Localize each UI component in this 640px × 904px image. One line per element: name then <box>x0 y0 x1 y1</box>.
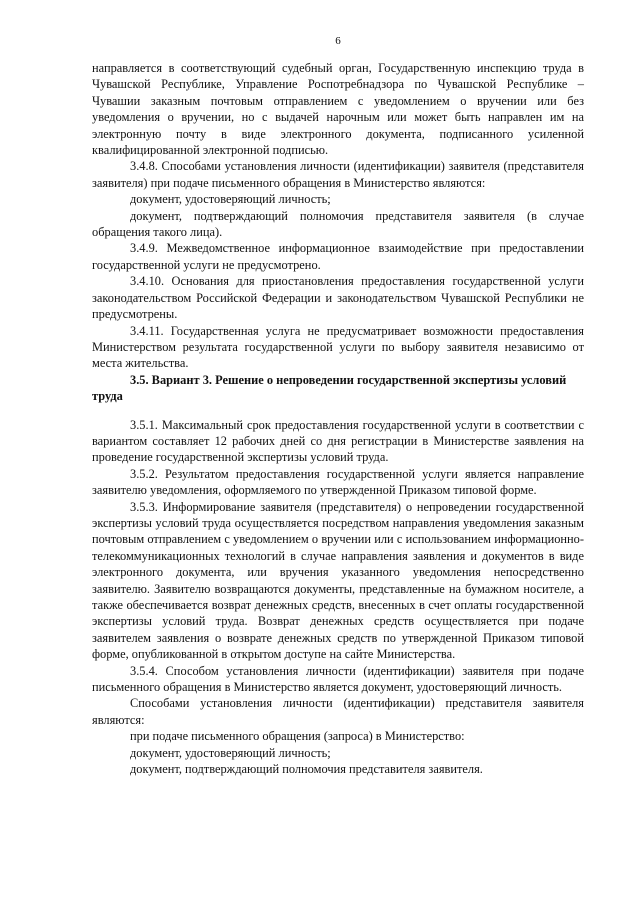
list-item-authority-document: документ, подтверждающий полномочия представителя заявителя (в случае обращения такого лица). <box>92 208 584 240</box>
list-item-identity-document: документ, удостоверяющий личность; <box>130 192 331 207</box>
paragraph-3-5-3: 3.5.3. Информирование заявителя (представителя) о непроведении государственной экспертизы условий труда осуществляется посредством направления уведомления заказным почтовым отправлением с уведомлением о вручении или с использованием информационно-телекоммуникационных технологий в случае направления заявления и документов в виде электронного документа, или вручения указанного уведомления непосредственно заявителю. Заявителю возвращаются документы, представленные на бумажном носителе, а также обеспечивается возврат денежных средств, внесенных в счет оплаты государственной экспертизы условий труда. Возврат денежных средств осуществляется при подаче заявителем заявления о возврате денежных средств по утвержденной Приказом типовой форме, опубликованной в открытом доступе на сайте Министерства. <box>92 499 584 662</box>
page-number: 6 <box>335 35 341 47</box>
paragraph-3-4-11: 3.4.11. Государственная услуга не предусматривает возможности предоставления Министерством результата государственной услуги по выбору заявителя независимо от места жительства. <box>92 323 584 371</box>
list-item-identity-document-2: документ, удостоверяющий личность; <box>130 745 331 760</box>
paragraph-3-4-8: 3.4.8. Способами установления личности (идентификации) заявителя (представителя заявителя) при подаче письменного обращения в Министерство являются: <box>92 159 584 190</box>
paragraph-3-5-2: 3.5.2. Результатом предоставления государственной услуги является направление заявителю уведомления, оформляемого по утвержденной Приказом типовой форме. <box>92 466 584 498</box>
list-item-authority-document-2: документ, подтверждающий полномочия представителя заявителя. <box>130 762 483 777</box>
section-heading-3-5: 3.5. Вариант 3. Решение о непроведении государственной экспертизы условий труда <box>92 372 567 404</box>
paragraph-3-5-4: 3.5.4. Способом установления личности (идентификации) заявителя при подаче письменного обращения в Министерство является документ, удостоверяющий личность. <box>92 663 584 695</box>
paragraph-representative-identification: Способами установления личности (идентификации) представителя заявителя являются: <box>92 696 584 727</box>
paragraph-3-4-10: 3.4.10. Основания для приостановления предоставления государственной услуги законодательством Российской Федерации и законодательством Чувашской Республики не предусмотрены. <box>92 274 584 322</box>
paragraph-3-5-1: 3.5.1. Максимальный срок предоставления государственной услуги в соответствии с вариантом составляет 12 рабочих дней со дня регистрации в Министерстве заявления на проведение государственной экспертизы условий труда. <box>92 417 584 465</box>
paragraph-continuation: направляется в соответствующий судебный орган, Государственную инспекцию труда в Чувашской Республике, Управление Роспотребнадзора по Чувашской Республике – Чувашии заказным почтовым отправлением с уведомлением о вручении или без уведомления о вручении, но с выдачей нарочным или может быть направлен им на электронную почту в виде электронного документа, подписанного усиленной квалифицированной электронной подписью. <box>92 61 584 158</box>
list-item-written-request: при подаче письменного обращения (запроса) в Министерство: <box>130 729 465 744</box>
paragraph-3-4-9: 3.4.9. Межведомственное информационное взаимодействие при предоставлении государственной услуги не предусмотрено. <box>92 241 584 272</box>
